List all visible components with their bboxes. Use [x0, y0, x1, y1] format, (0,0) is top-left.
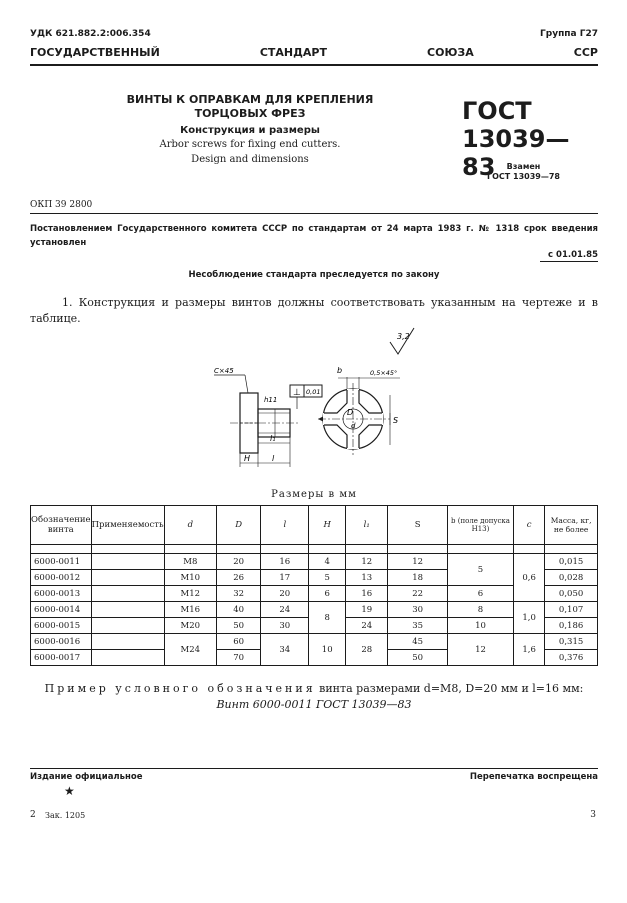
cell-l1: 24: [346, 618, 388, 634]
roughness-icon: [390, 328, 414, 354]
cell-applicability: [91, 586, 164, 602]
cell-b: 10: [447, 618, 513, 634]
cell-S: 50: [388, 650, 448, 666]
H-label: H: [244, 454, 251, 463]
reprint-prohibited: Перепечатка воспрещена: [469, 772, 598, 782]
cell-c: 0,6: [514, 554, 545, 602]
cell-D: 32: [216, 586, 260, 602]
cell-l: 30: [261, 618, 309, 634]
cell-applicability: [91, 570, 164, 586]
non-observance-notice: Несоблюдение стандарта преследуется по закону: [188, 270, 440, 280]
cell-D: 26: [216, 570, 260, 586]
title-english-1: Arbor screws for fixing end cutters.: [159, 139, 341, 150]
cell-S: 18: [388, 570, 448, 586]
title-block: [120, 93, 380, 166]
footer-rule: [30, 768, 598, 769]
header-l1: l₁: [346, 506, 388, 545]
header-H: H: [309, 506, 346, 545]
cell-code: 6000-0015: [31, 618, 92, 634]
cell-b: 6: [447, 586, 513, 602]
replaces-label: Взамен: [506, 162, 541, 171]
title-english-2: Design and dimensions: [191, 154, 309, 165]
cell-S: 12: [388, 554, 448, 570]
cell-l1: 12: [346, 554, 388, 570]
cell-c: 1,6: [514, 634, 545, 666]
cell-b: 8: [447, 602, 513, 618]
header-d: d: [164, 506, 216, 545]
cell-code: 6000-0012: [31, 570, 92, 586]
header-b: b (поле допуска H13): [447, 506, 513, 545]
cell-S: 45: [388, 634, 448, 650]
header-c: c: [514, 506, 545, 545]
cell-b: 5: [447, 554, 513, 586]
b-label: b: [337, 366, 343, 375]
title-line-1: ВИНТЫ К ОПРАВКАМ ДЛЯ КРЕПЛЕНИЯ: [126, 93, 374, 106]
title-line-2: ТОРЦОВЫХ ФРЕЗ: [194, 107, 306, 120]
example-code: Винт 6000-0011 ГОСТ 13039—83: [216, 698, 412, 711]
screw-drawing: [200, 325, 430, 475]
cell-D: 70: [216, 650, 260, 666]
cell-d: M8: [164, 554, 216, 570]
cell-b: 12: [447, 634, 513, 666]
cell-H: 8: [309, 602, 346, 634]
cell-mass: 0,028: [545, 570, 598, 586]
cell-mass: 0,315: [545, 634, 598, 650]
cell-H: 5: [309, 570, 346, 586]
cell-d: M10: [164, 570, 216, 586]
cell-D: 20: [216, 554, 260, 570]
D-label: D: [347, 408, 354, 417]
official-edition: Издание официальное: [30, 772, 143, 782]
cell-code: 6000-0013: [31, 586, 92, 602]
title-subtitle: Конструкция и размеры: [180, 125, 320, 136]
cell-mass: 0,015: [545, 554, 598, 570]
cell-code: 6000-0017: [31, 650, 92, 666]
header-rule: [30, 64, 598, 66]
replaces-value: ГОСТ 13039—78: [487, 172, 560, 181]
cell-S: 22: [388, 586, 448, 602]
header-applicability: Применяемость: [91, 506, 164, 545]
gost-label: ГОСТ: [462, 97, 532, 125]
state-word: СОЮЗА: [427, 46, 474, 59]
perpendicularity-frame: [290, 385, 322, 409]
cell-H: 10: [309, 634, 346, 666]
header-D: D: [216, 506, 260, 545]
cell-l1: 19: [346, 602, 388, 618]
star-icon: ★: [64, 784, 75, 798]
header-l: l: [261, 506, 309, 545]
state-word: ГОСУДАРСТВЕННЫЙ: [30, 46, 160, 59]
state-standard-heading: [30, 46, 598, 59]
table-row: [31, 602, 598, 618]
header-code: Обозначение винта: [31, 506, 92, 545]
cell-applicability: [91, 554, 164, 570]
header-mass: Масса, кг, не более: [545, 506, 598, 545]
cell-D: 40: [216, 602, 260, 618]
cell-applicability: [91, 634, 164, 650]
cell-code: 6000-0011: [31, 554, 92, 570]
chamfer-right-label: 0,5×45°: [370, 369, 398, 377]
chamfer-left-label: C×45: [214, 367, 234, 375]
cell-l1: 13: [346, 570, 388, 586]
cell-applicability: [91, 618, 164, 634]
table-row: [31, 586, 598, 602]
cell-mass: 0,376: [545, 650, 598, 666]
perpendicular-icon: ⊥: [293, 388, 301, 398]
cell-mass: 0,050: [545, 586, 598, 602]
okp-code: ОКП 39 2800: [30, 200, 93, 210]
cell-applicability: [91, 602, 164, 618]
cell-S: 30: [388, 602, 448, 618]
cell-l1: 28: [346, 634, 388, 666]
screw-front-view: [318, 383, 390, 455]
state-word: ССР: [573, 46, 598, 59]
page-number-right: 3: [590, 810, 596, 820]
cell-D: 60: [216, 634, 260, 650]
cell-mass: 0,186: [545, 618, 598, 634]
cell-c: 1,0: [514, 602, 545, 634]
effective-date: с 01.01.85: [548, 250, 598, 260]
cell-l: 34: [261, 634, 309, 666]
cell-S: 35: [388, 618, 448, 634]
okp-rule: [30, 213, 598, 214]
cell-applicability: [91, 650, 164, 666]
cell-H: 6: [309, 586, 346, 602]
table-row: [31, 634, 598, 650]
l-label: l: [272, 454, 275, 463]
cell-D: 50: [216, 618, 260, 634]
replaces-block: [487, 162, 560, 182]
cell-d: M16: [164, 602, 216, 618]
udk-code: УДК 621.882.2:006.354: [30, 29, 151, 39]
cell-d: M12: [164, 586, 216, 602]
cell-d: M20: [164, 618, 216, 634]
order-number: Зак. 1205: [45, 811, 86, 820]
cell-H: 4: [309, 554, 346, 570]
page-number-left: 2: [30, 810, 36, 820]
group-code: Группа Г27: [540, 29, 598, 39]
state-word: СТАНДАРТ: [259, 46, 327, 59]
h11-label: h11: [264, 396, 278, 404]
S-label: S: [393, 416, 399, 425]
cell-mass: 0,107: [545, 602, 598, 618]
dimensions-table: [30, 505, 598, 666]
designation-example: [30, 682, 598, 695]
decree-text: Постановлением Государственного комитета СССР по стандартам от 24 марта 1983 г. № 1318 срок введения установлен: [30, 224, 598, 248]
cell-l: 17: [261, 570, 309, 586]
cell-code: 6000-0016: [31, 634, 92, 650]
tolerance-value: 0,01: [306, 388, 321, 396]
cell-l: 20: [261, 586, 309, 602]
header-S: S: [388, 506, 448, 545]
cell-l1: 16: [346, 586, 388, 602]
example-text: винта размерами d=M8, D=20 мм и l=16 мм:: [319, 682, 584, 695]
d-label: d: [351, 422, 356, 430]
table-header-row: [31, 506, 598, 545]
gost-designation: 13039—83: [462, 125, 570, 181]
cell-l: 24: [261, 602, 309, 618]
cell-code: 6000-0014: [31, 602, 92, 618]
date-underline: [540, 261, 598, 262]
cell-l: 16: [261, 554, 309, 570]
svg-text:3,2: 3,2: [397, 332, 410, 341]
example-spaced-text: Пример условного обозначения: [44, 682, 316, 695]
table-caption: Размеры в мм: [271, 489, 357, 500]
l1-label: l₁: [270, 434, 276, 443]
table-spacer-row: [31, 545, 598, 554]
table-row: [31, 554, 598, 570]
paragraph-1: 1. Конструкция и размеры винтов должны соответствовать указанным на чертеже и в таблице.: [30, 296, 598, 325]
cell-d: M24: [164, 634, 216, 666]
